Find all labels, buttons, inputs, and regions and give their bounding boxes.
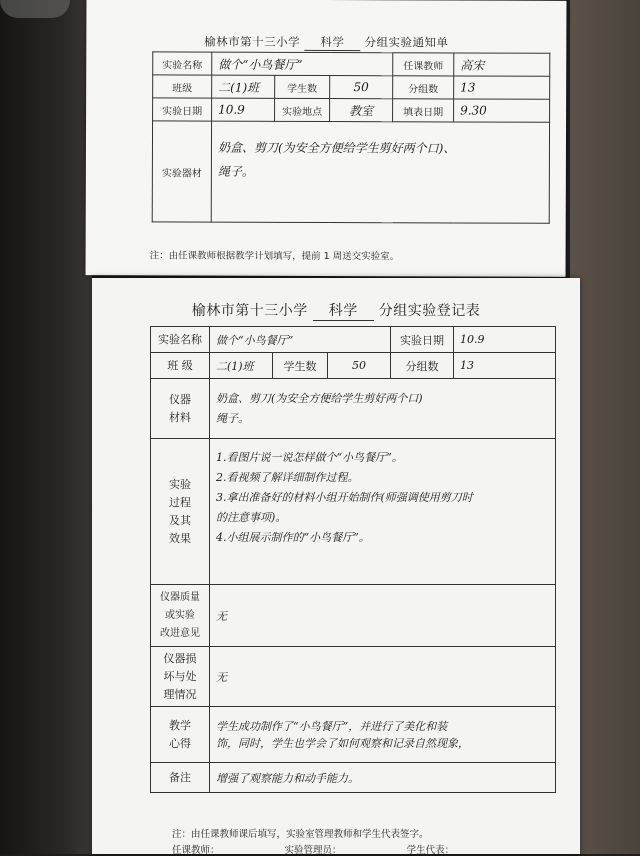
reg-label-materials — [151, 379, 210, 439]
process-step-4: 4.小组展示制作的“小鸟餐厅”。 — [216, 531, 370, 544]
register-title-form: 分组实验登记表 — [378, 303, 481, 319]
reg-label-opinion-1: 仪器质量 — [160, 591, 200, 603]
reg-label-opinion-2: 或实验 — [165, 609, 195, 621]
reg-label-process-3: 及其 — [169, 513, 191, 527]
reg-value-damage: 无 — [210, 647, 556, 707]
materials-line-1: 奶盒、剪刀(为安全方便给学生剪好两个口) — [216, 391, 423, 405]
desk-background-right — [570, 0, 640, 854]
label-name: 实验名称 — [153, 52, 212, 75]
reg-value-process — [210, 439, 556, 585]
process-step-3-cont: 的注意事项)。 — [216, 511, 287, 524]
reg-label-damage-2: 坏与处 — [163, 669, 197, 683]
reg-label-process-1: 实验 — [169, 477, 191, 491]
register-title-subject: 科学 — [313, 300, 374, 321]
reg-label-students: 学生数 — [273, 353, 328, 379]
equipment-line-2: 绳子。 — [217, 164, 254, 179]
value-students: 50 — [330, 76, 393, 99]
label-location: 实验地点 — [275, 98, 330, 121]
reg-label-process-4: 效果 — [169, 531, 191, 545]
reflection-line-1: 学生成功制作了“小鸟餐厅”，并进行了美化和装 — [216, 719, 448, 733]
reg-label-name: 实验名称 — [151, 327, 210, 353]
reg-label-materials-2: 材料 — [169, 410, 191, 424]
reg-label-damage-1: 仪器损 — [163, 651, 197, 665]
label-equipment: 实验器材 — [152, 121, 211, 222]
reg-value-class: 二(1)班 — [210, 353, 273, 379]
notice-sheet — [86, 0, 567, 277]
notice-footnote: 注：由任课教师根据教学计划填写，提前 1 周送交实验室。 — [149, 250, 400, 263]
sign-teacher: 任课教师： — [172, 845, 220, 856]
reg-label-reflection-1: 教学 — [169, 718, 191, 732]
register-sheet — [92, 278, 580, 854]
value-location: 教室 — [330, 99, 393, 122]
value-class: 二(1)班 — [212, 75, 275, 98]
notice-title-school: 榆林市第十三小学 — [204, 34, 301, 49]
register-footnote: 注：由任课教师课后填写，实验室管理教师和学生代表签字。 — [172, 829, 429, 840]
reg-label-date: 实验日期 — [391, 327, 454, 353]
notice-title-subject: 科学 — [304, 34, 360, 51]
reg-label-opinion-3: 改进意见 — [160, 627, 200, 639]
reg-label-damage-3: 理情况 — [163, 687, 197, 701]
process-step-3: 3.拿出准备好的材料小组开始制作(师强调使用剪刀时 — [216, 491, 473, 504]
process-step-2: 2.看视频了解详细制作过程。 — [216, 471, 359, 484]
value-date: 10.9 — [212, 98, 275, 121]
reg-label-opinion — [151, 585, 210, 647]
reg-label-materials-1: 仪器 — [169, 392, 191, 406]
label-groups: 分组数 — [393, 76, 454, 99]
value-name: 做个“小鸟餐厅” — [212, 52, 393, 76]
value-teacher: 高宋 — [454, 53, 550, 76]
reg-value-materials — [210, 379, 556, 439]
notice-table — [152, 51, 551, 223]
register-table — [150, 326, 556, 793]
reg-value-name: 做个“小鸟餐厅” — [210, 327, 391, 353]
sign-admin: 实验管理员： — [284, 845, 342, 856]
reg-label-process-2: 过程 — [169, 495, 191, 509]
equipment-line-1: 奶盒、剪刀(为安全方便给学生剪好两个口)、 — [217, 140, 456, 156]
reflection-line-2: 饰，同时，学生也学会了如何观察和记录自然现象， — [216, 736, 469, 750]
label-date: 实验日期 — [153, 98, 212, 121]
reg-label-groups: 分组数 — [391, 353, 454, 379]
sign-student: 学生代表： — [406, 845, 455, 856]
label-teacher: 任课教师 — [393, 53, 454, 76]
reg-value-students: 50 — [328, 353, 391, 379]
reg-label-reflection — [151, 707, 210, 763]
value-equipment — [211, 121, 549, 223]
reg-label-damage — [151, 647, 210, 707]
materials-line-2: 绳子。 — [216, 411, 249, 425]
process-step-1: 1.看图片说一说怎样做个“小鸟餐厅”。 — [216, 451, 403, 464]
desk-background-left — [0, 0, 92, 854]
reg-value-reflection — [210, 707, 556, 763]
cup-edge — [0, 0, 70, 18]
value-groups: 13 — [454, 76, 550, 99]
reg-value-remarks: 增强了观察能力和动手能力。 — [210, 763, 556, 793]
reg-label-process — [151, 439, 210, 585]
reg-value-opinion: 无 — [210, 585, 556, 647]
notice-title-form: 分组实验通知单 — [364, 35, 449, 50]
register-title-school: 榆林市第十三小学 — [191, 303, 308, 319]
label-students: 学生数 — [275, 75, 330, 98]
register-title — [92, 300, 580, 321]
reg-label-remarks: 备注 — [151, 763, 210, 793]
label-class: 班级 — [153, 75, 212, 98]
value-fill-date: 9.30 — [454, 99, 550, 122]
reg-label-reflection-2: 心得 — [169, 736, 191, 750]
reg-value-date: 10.9 — [454, 327, 556, 353]
notice-title — [86, 33, 566, 52]
label-fill-date: 填表日期 — [393, 99, 454, 122]
reg-label-class: 班 级 — [151, 353, 210, 379]
reg-value-groups: 13 — [454, 353, 556, 379]
